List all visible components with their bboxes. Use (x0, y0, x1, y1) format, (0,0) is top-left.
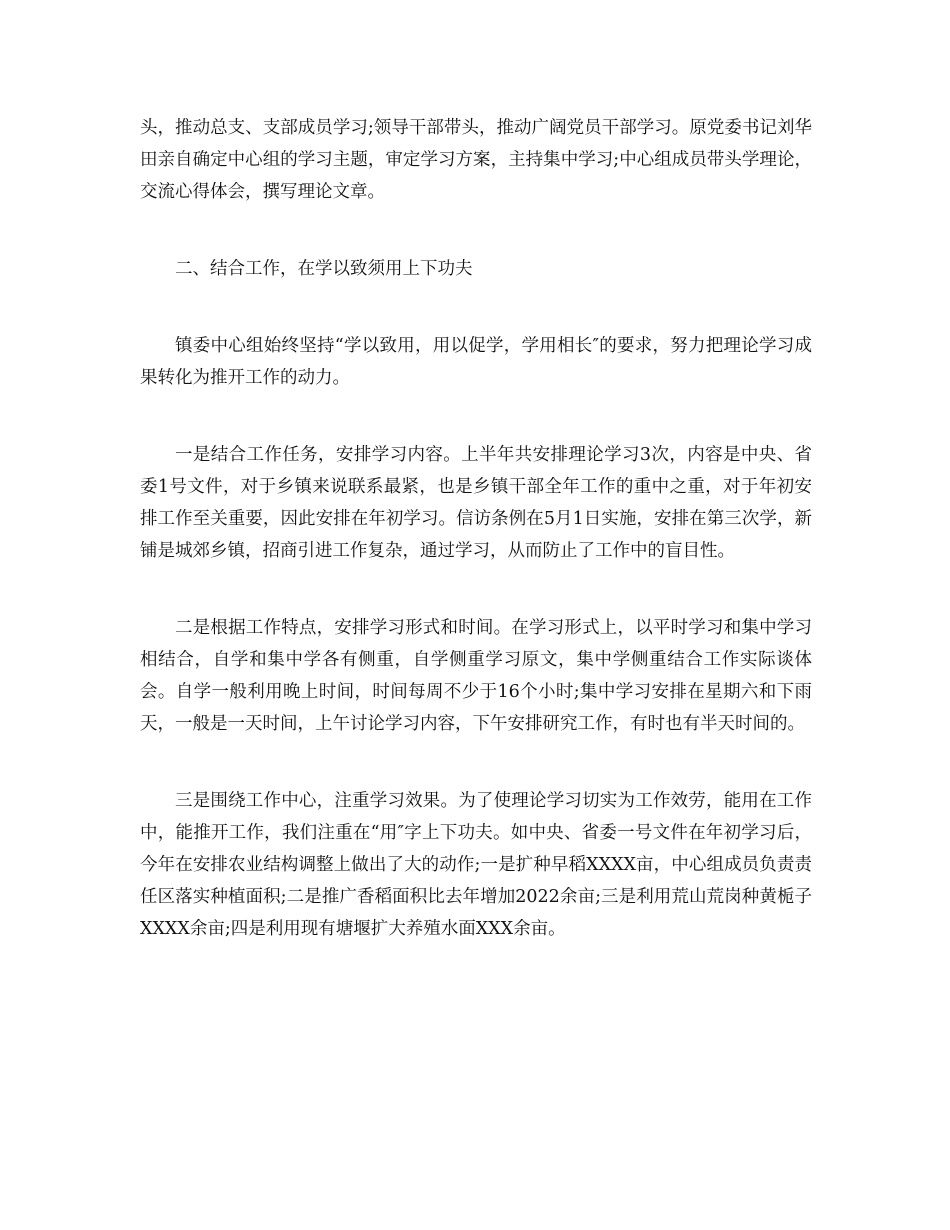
paragraph-intro: 镇委中心组始终坚持“学以致用，用以促学，学用相长″的要求，努力把理论学习成果转化为推开工作的动力。 (140, 336, 812, 388)
paragraph-point-two: 二是根据工作特点，安排学习形式和时间。在学习形式上，以平时学习和集中学习相结合，自学和集中学各有侧重，自学侧重学习原文，集中学侧重结合工作实际谈体会。自学一般利用晚上时间，时间每周不少于16个小时;集中学习安排在星期六和下雨天，一般是一天时间，上午讨论学习内容，下午安排研究工作，有时也有半天时间的。 (140, 618, 812, 734)
paragraph-point-three: 三是围绕工作中心，注重学习效果。为了使理论学习切实为工作效劳，能用在工作中，能推开工作，我们注重在“用″字上下功夫。如中央、省委一号文件在年初学习后，今年在安排农业结构调整上做出了大的动作;一是扩种早稻XXXX亩，中心组成员负责责任区落实种植面积;二是推广香稻面积比去年增加2022余亩;三是利用荒山荒岗种黄栀子XXXX余亩;四是利用现有塘堰扩大养殖水面XXX余亩。 (140, 791, 812, 939)
paragraph-point-one: 一是结合工作任务，安排学习内容。上半年共安排理论学习3次，内容是中央、省委1号文件，对于乡镇来说联系最紧，也是乡镇干部全年工作的重中之重，对于年初安排工作至关重要，因此安排在年初学习。信访条例在5月1日实施，安排在第三次学，新铺是城郊乡镇，招商引进工作复杂，通过学习，从而防止了工作中的盲目性。 (140, 445, 812, 561)
section-heading: 二、结合工作，在学以致须用上下功夫 (175, 259, 473, 279)
document-body (140, 112, 812, 990)
paragraph-continuation: 头，推动总支、支部成员学习;领导干部带头，推动广阔党员干部学习。原党委书记刘华田亲自确定中心组的学习主题，审定学习方案，主持集中学习;中心组成员带头学理论，交流心得体会，撰写理论文章。 (140, 118, 812, 202)
